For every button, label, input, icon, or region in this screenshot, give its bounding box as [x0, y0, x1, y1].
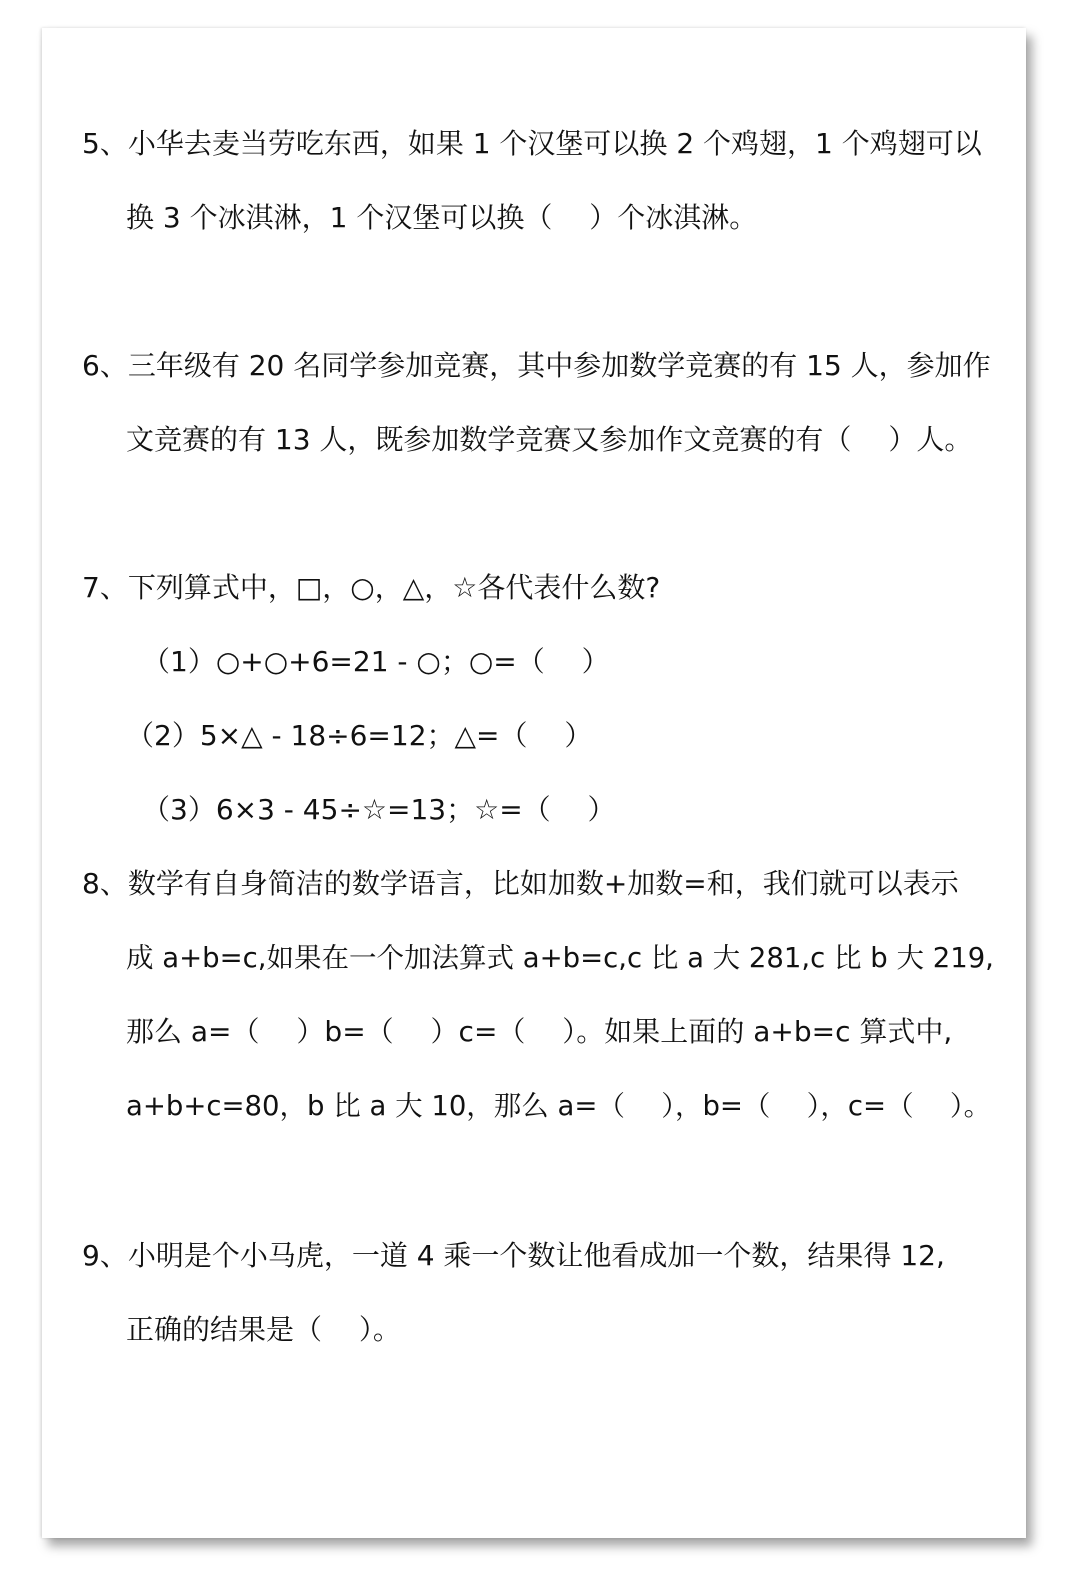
- worksheet-page: [42, 28, 1026, 1538]
- question-6-line-2: 文竞赛的有 13 人，既参加数学竞赛又参加作文竞赛的有（ ）人。: [126, 423, 973, 456]
- question-6-line-1: 6、三年级有 20 名同学参加竞赛，其中参加数学竞赛的有 15 人，参加作: [82, 349, 991, 382]
- question-8-line-2: 成 a+b=c,如果在一个加法算式 a+b=c,c 比 a 大 281,c 比 b 大 219,: [126, 942, 994, 974]
- question-7-sub-2: （2）5×△ - 18÷6=12；△=（ ）: [126, 719, 593, 752]
- question-7-line-1: 7、下列算式中，□，○，△，☆各代表什么数?: [82, 571, 661, 604]
- question-5-line-2: 换 3 个冰淇淋，1 个汉堡可以换（ ）个冰淇淋。: [126, 201, 758, 234]
- question-9-line-2: 正确的结果是（ ）。: [126, 1313, 401, 1346]
- question-5-line-1: 5、小华去麦当劳吃东西，如果 1 个汉堡可以换 2 个鸡翅，1 个鸡翅可以: [82, 127, 982, 160]
- question-7-sub-1: （1）○+○+6=21 - ○；○=（ ）: [142, 645, 610, 678]
- question-8-line-4: a+b+c=80，b 比 a 大 10，那么 a=（ ），b=（ ），c=（ ）。: [126, 1090, 992, 1122]
- question-9-line-1: 9、小明是个小马虎，一道 4 乘一个数让他看成加一个数，结果得 12,: [82, 1239, 945, 1272]
- question-7-sub-3: （3）6×3 - 45÷☆=13；☆=（ ）: [142, 793, 616, 826]
- question-8-line-1: 8、数学有自身简洁的数学语言，比如加数+加数=和，我们就可以表示: [82, 867, 959, 900]
- question-8-line-3: 那么 a=（ ）b=（ ）c=（ ）。如果上面的 a+b=c 算式中,: [126, 1015, 953, 1048]
